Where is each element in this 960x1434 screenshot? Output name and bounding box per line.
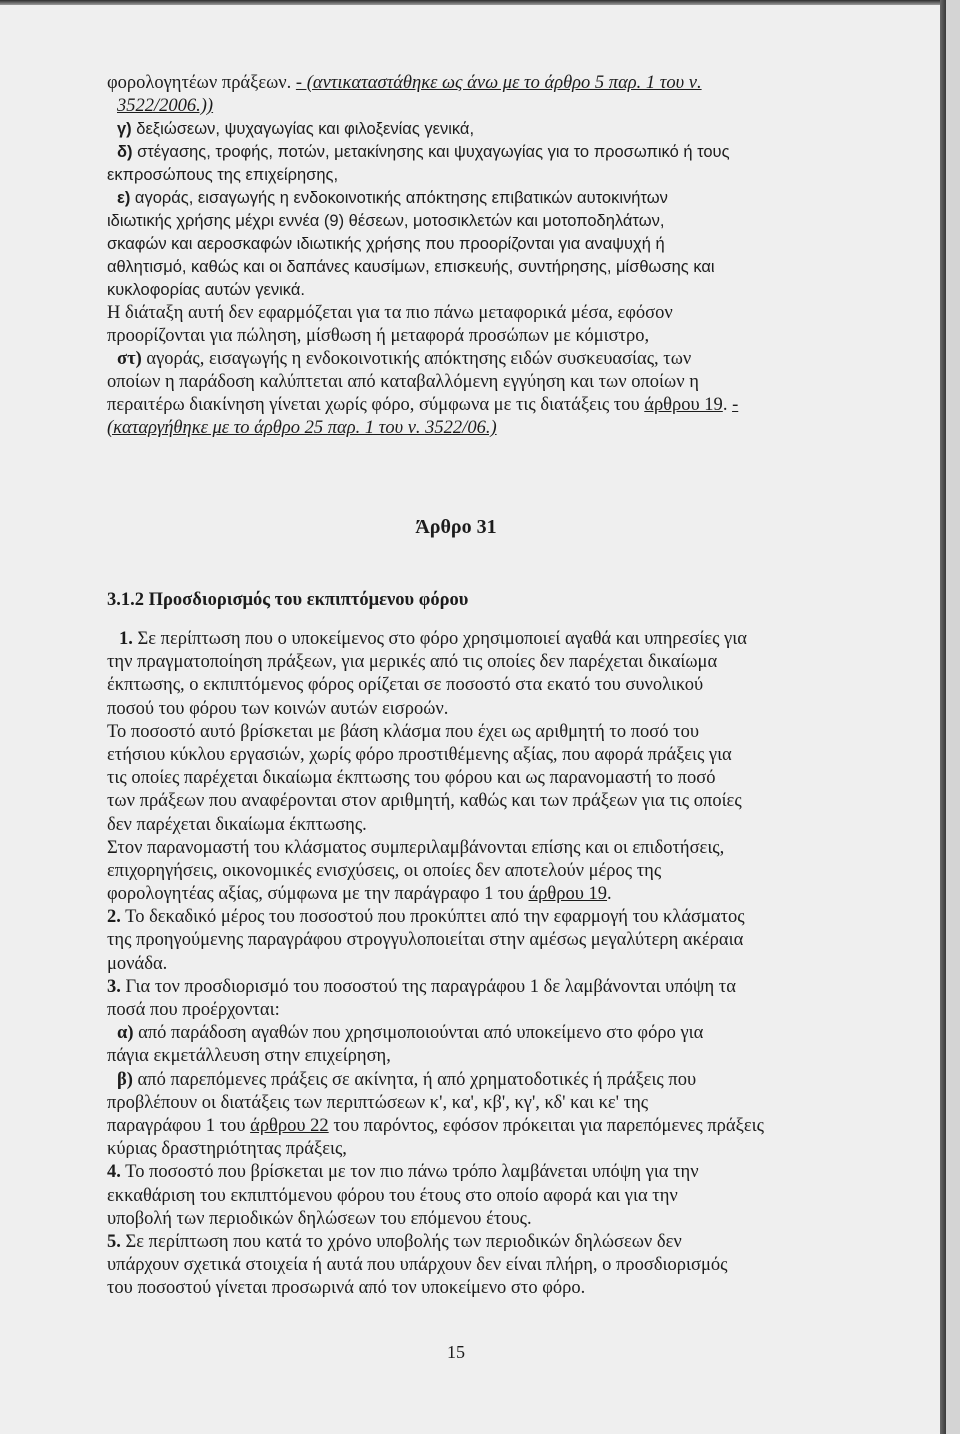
text-segment: δεν παρέχεται δικαίωμα έκπτωσης. xyxy=(107,814,367,835)
section-title: 3.1.2 Προσδιορισμός του εκπιπτόμενου φόρου xyxy=(107,590,469,610)
text-segment: Το δεκαδικό μέρος του ποσοστού που προκύπτει από την εφαρμογή του κλάσματος xyxy=(120,907,745,928)
list-marker: δ) xyxy=(117,143,133,161)
text-segment: προορίζονται για πώληση, μίσθωση ή μεταφορά προσώπων με κόμιστρο, xyxy=(107,326,650,346)
text-line xyxy=(107,1254,764,1277)
text-line xyxy=(107,929,764,952)
amendment-note: 3522/2006.)) xyxy=(117,96,214,116)
list-marker: β) xyxy=(117,1069,133,1090)
text-line xyxy=(107,1069,764,1092)
text-segment: ετήσιου κύκλου εργασιών, χωρίς φόρο προστιθέμενης αξίας, που αφορά πράξεις για xyxy=(107,744,732,765)
text-line xyxy=(107,953,764,976)
text-segment: περαιτέρω διακίνηση γίνεται χωρίς φόρο, σύμφωνα με τις διατάξεις του xyxy=(107,395,645,415)
text-line xyxy=(107,118,738,141)
text-segment: μονάδα. xyxy=(107,953,168,974)
paragraph-number: 5. xyxy=(107,1231,121,1252)
continued-provisions xyxy=(107,72,738,440)
text-segment: αγοράς, εισαγωγής η ενδοκοινοτικής απόκτησης επιβατικών αυτοκινήτων xyxy=(130,189,668,207)
text-segment: της προηγούμενης παραγράφου στρογγυλοποιείται στην αμέσως μεγαλύτερη ακέραια xyxy=(107,930,744,951)
text-line xyxy=(107,233,738,256)
text-line xyxy=(107,1138,764,1161)
paragraph-number: 2. xyxy=(107,907,121,928)
article-reference: άρθρου 22 xyxy=(250,1115,329,1136)
amendment-note: (καταργήθηκε με το άρθρο 25 παρ. 1 του ν. 3522/06.) xyxy=(107,418,497,438)
text-line xyxy=(107,394,738,417)
text-line xyxy=(107,860,764,883)
text-segment: . xyxy=(607,884,612,905)
text-line xyxy=(107,976,764,999)
text-segment: εκπροσώπους της επιχείρησης, xyxy=(107,166,339,184)
amendment-dash: - xyxy=(732,395,739,415)
article-body xyxy=(107,628,764,1300)
text-segment: ιδιωτικής χρήσης μέχρι εννέα (9) θέσεων, μοτοσικλετών και μοτοποδηλάτων, xyxy=(107,212,665,230)
text-segment: επιχορηγήσεις, οικονομικές ενισχύσεις, οι οποίες δεν αποτελούν μέρος της xyxy=(107,860,662,881)
text-segment: δεξιώσεων, ψυχαγωγίας και φιλοξενίας γενικά, xyxy=(131,120,475,138)
text-segment: σκαφών και αεροσκαφών ιδιωτικής χρήσης που προορίζονται για αναψυχή ή xyxy=(107,235,665,253)
text-segment: Το ποσοστό που βρίσκεται με τον πιο πάνω τρόπο λαμβάνεται υπόψη για την xyxy=(120,1162,699,1183)
text-line xyxy=(107,651,764,674)
text-line xyxy=(107,325,738,348)
text-line xyxy=(107,371,738,394)
text-segment: προβλέπουν οι διατάξεις των περιπτώσεων κ', κα', κβ', κγ', κδ' και κε' της xyxy=(107,1092,649,1113)
text-line xyxy=(107,1208,764,1231)
page-number: 15 xyxy=(447,1342,465,1362)
article-reference: άρθρου 19 xyxy=(528,884,608,905)
list-marker: στ) xyxy=(117,349,142,369)
text-line xyxy=(107,837,764,860)
paragraph-number: 4. xyxy=(107,1162,121,1183)
text-segment: του ποσοστού γίνεται προσωρινά από τον υποκείμενο στο φόρο. xyxy=(107,1278,586,1299)
text-line xyxy=(107,744,764,767)
article-heading: Άρθρο 31 xyxy=(415,516,497,538)
text-segment: αγοράς, εισαγωγής η ενδοκοινοτικής απόκτησης ειδών συσκευασίας, των xyxy=(141,349,692,369)
text-segment: . xyxy=(722,395,733,415)
text-line xyxy=(107,279,738,302)
list-marker: γ) xyxy=(117,120,132,138)
list-marker: α) xyxy=(117,1023,134,1044)
article-reference: άρθρου 19 xyxy=(644,395,723,415)
text-segment: από παράδοση αγαθών που χρησιμοποιούνται από υποκείμενο στο φόρο για xyxy=(133,1023,704,1044)
text-segment: έκπτωσης, ο εκπιπτόμενος φόρος ορίζεται σε ποσοστό στα εκατό του συνολικού xyxy=(107,675,704,696)
text-line xyxy=(107,1092,764,1115)
text-segment: των πράξεων που αναφέρονται στον αριθμητή, καθώς και των πράξεων για τις οποίες xyxy=(107,791,742,812)
text-line xyxy=(107,1161,764,1184)
text-segment: κύριας δραστηριότητας πράξεις, xyxy=(107,1139,347,1160)
text-segment: πάγια εκμετάλλευση στην επιχείρηση, xyxy=(107,1046,391,1067)
text-line xyxy=(107,906,764,929)
text-line xyxy=(107,1185,764,1208)
text-segment: υπάρχουν σχετικά στοιχεία ή αυτά που υπάρχουν δεν είναι πλήρη, ο προσδιορισμός xyxy=(107,1255,728,1276)
text-line xyxy=(107,348,738,371)
text-segment: κυκλοφορίας αυτών γενικά. xyxy=(107,281,305,299)
text-segment: φορολογητέων πράξεων. xyxy=(107,73,296,93)
paragraph-number: 1. xyxy=(119,629,133,649)
paragraph-number: 3. xyxy=(107,976,121,997)
text-line xyxy=(107,767,764,790)
text-segment: από παρεπόμενες πράξεις σε ακίνητα, ή από χρηματοδοτικές ή πράξεις που xyxy=(132,1069,697,1090)
text-segment: στέγασης, τροφής, ποτών, μετακίνησης και ψυχαγωγίας για το προσωπικό ή τους xyxy=(132,143,730,161)
text-segment: Το ποσοστό αυτό βρίσκεται με βάση κλάσμα που έχει ως αριθμητή το ποσό του xyxy=(107,721,699,742)
text-line xyxy=(107,256,738,279)
text-segment: τις οποίες παρέχεται δικαίωμα έκπτωσης του φόρου και ως παρανομαστή το ποσό xyxy=(107,768,716,789)
text-line xyxy=(107,790,764,813)
text-line xyxy=(107,883,764,906)
text-segment: φορολογητέας αξίας, σύμφωνα με την παράγραφο 1 του xyxy=(107,884,529,905)
text-segment: του παρόντος, εφόσον πρόκειται για παρεπόμενες πράξεις xyxy=(328,1115,764,1136)
text-segment: Για τον προσδιορισμό του ποσοστού της παραγράφου 1 δε λαμβάνονται υπόψη τα xyxy=(120,976,736,997)
list-marker: ε) xyxy=(117,189,131,207)
text-segment: Σε περίπτωση που κατά το χρόνο υποβολής των περιοδικών δηλώσεων δεν xyxy=(120,1231,682,1252)
text-segment: ποσά που προέρχονται: xyxy=(107,1000,280,1020)
scan-edge-top xyxy=(0,0,944,5)
text-line xyxy=(107,1231,764,1254)
text-line xyxy=(107,1022,764,1045)
text-line xyxy=(107,141,738,164)
text-segment: την πραγματοποίηση πράξεων, για μερικές από τις οποίες δεν παρέχεται δικαίωμα xyxy=(107,652,718,673)
text-segment: παραγράφου 1 του xyxy=(107,1115,251,1136)
text-line xyxy=(107,1115,764,1138)
text-line xyxy=(107,302,738,325)
text-line xyxy=(107,95,738,118)
text-line xyxy=(107,814,764,837)
text-line xyxy=(107,1045,764,1068)
text-line xyxy=(107,999,764,1022)
text-segment: υποβολή των περιοδικών δηλώσεων του επόμενου έτους. xyxy=(107,1208,532,1229)
text-segment: αθλητισμό, καθώς και οι δαπάνες καυσίμων, επισκευής, συντήρησης, μίσθωσης και xyxy=(107,258,715,276)
text-line xyxy=(107,674,764,697)
text-line xyxy=(107,187,738,210)
text-line xyxy=(107,164,738,187)
amendment-note: - (αντικαταστάθηκε ως άνω με το άρθρο 5 παρ. 1 του ν. xyxy=(295,73,702,93)
scan-margin-right xyxy=(946,0,960,1434)
text-line xyxy=(107,72,738,95)
text-segment: ποσού του φόρου των κοινών αυτών εισροών. xyxy=(107,698,449,719)
text-segment: οποίων η παράδοση καλύπτεται από καταβαλλόμενη εγγύηση και των οποίων η xyxy=(107,372,699,392)
text-line xyxy=(107,628,764,651)
text-line xyxy=(107,721,764,744)
text-segment: Η διάταξη αυτή δεν εφαρμόζεται για τα πιο πάνω μεταφορικά μέσα, εφόσον xyxy=(107,303,673,323)
text-segment: Στον παρανομαστή του κλάσματος συμπεριλαμβάνονται επίσης και οι επιδοτήσεις, xyxy=(107,837,725,858)
text-segment: εκκαθάριση του εκπιπτόμενου φόρου του έτους στο οποίο αφορά και για την xyxy=(107,1185,678,1206)
text-segment: Σε περίπτωση που ο υποκείμενος στο φόρο χρησιμοποιεί αγαθά και υπηρεσίες για xyxy=(132,629,747,649)
text-line xyxy=(107,1277,764,1300)
text-line xyxy=(107,417,738,440)
text-line xyxy=(107,698,764,721)
text-line xyxy=(107,210,738,233)
